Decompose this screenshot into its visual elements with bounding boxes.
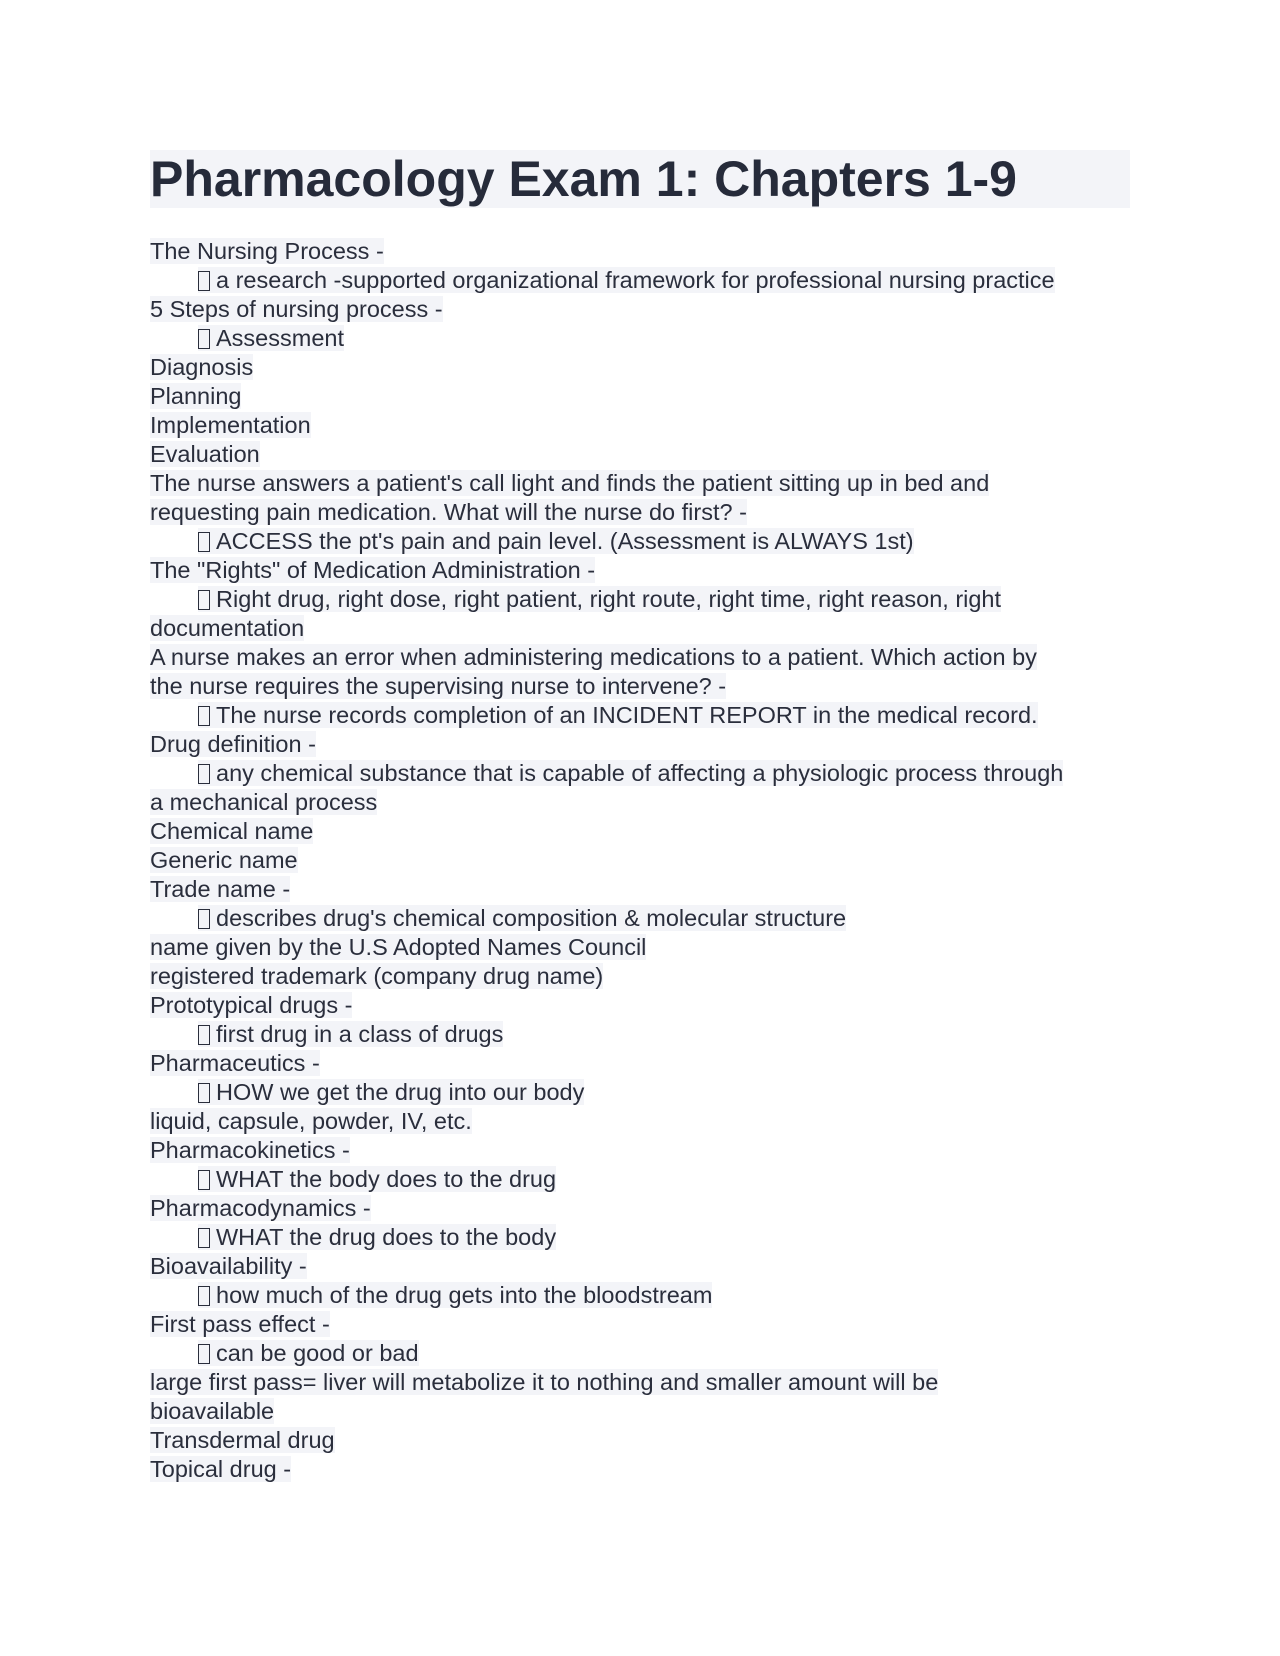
line-content: A nurse makes an error when administering medications to a patient. Which action by xyxy=(150,644,1037,670)
line-text xyxy=(150,847,298,873)
text-line xyxy=(150,991,1130,1020)
answer-line xyxy=(150,904,1130,933)
text-line xyxy=(150,1107,1130,1136)
line-content: Trade name - xyxy=(150,876,291,902)
answer-line xyxy=(150,266,1130,295)
line-content: can be good or bad xyxy=(216,1340,419,1366)
line-content: first drug in a class of drugs xyxy=(216,1021,504,1047)
text-line xyxy=(150,933,1130,962)
line-text xyxy=(198,1340,419,1366)
line-content: The "Rights" of Medication Administration - xyxy=(150,557,596,583)
text-line xyxy=(150,614,1130,643)
line-content: Prototypical drugs - xyxy=(150,992,353,1018)
line-text xyxy=(150,673,726,699)
line-content: WHAT the body does to the drug xyxy=(216,1166,557,1192)
text-line xyxy=(150,817,1130,846)
line-text xyxy=(198,702,1038,728)
text-line xyxy=(150,1368,1130,1397)
line-text xyxy=(150,1108,472,1134)
text-line xyxy=(150,440,1130,469)
line-text xyxy=(150,1311,330,1337)
line-text xyxy=(150,1253,307,1279)
text-line xyxy=(150,411,1130,440)
line-content: Pharmaceutics - xyxy=(150,1050,320,1076)
text-line xyxy=(150,295,1130,324)
line-text xyxy=(198,1282,712,1308)
text-line xyxy=(150,643,1130,672)
text-line xyxy=(150,1136,1130,1165)
line-text xyxy=(150,441,260,467)
line-content: bioavailable xyxy=(150,1398,275,1424)
line-text xyxy=(198,528,914,554)
line-text xyxy=(150,383,241,409)
line-content: The nurse records completion of an INCIDENT REPORT in the medical record. xyxy=(216,702,1038,728)
answer-line xyxy=(150,1223,1130,1252)
line-text xyxy=(150,1369,938,1395)
line-content: a research -supported organizational framework for professional nursing practice xyxy=(216,267,1055,293)
answer-line xyxy=(150,759,1130,788)
text-line xyxy=(150,1397,1130,1426)
line-text xyxy=(198,267,1055,293)
text-line xyxy=(150,846,1130,875)
line-text xyxy=(150,615,304,641)
bullet-box-icon xyxy=(198,1025,210,1045)
bullet-box-icon xyxy=(198,764,210,784)
answer-line xyxy=(150,585,1130,614)
line-text xyxy=(150,1427,335,1453)
answer-line xyxy=(150,1165,1130,1194)
document-body xyxy=(150,237,1130,1484)
line-text xyxy=(150,470,989,496)
line-text xyxy=(150,992,352,1018)
line-content: ACCESS the pt's pain and pain level. (Assessment is ALWAYS 1st) xyxy=(216,528,914,554)
line-text xyxy=(198,1166,556,1192)
line-content: Chemical name xyxy=(150,818,314,844)
line-text xyxy=(150,644,1037,670)
text-line xyxy=(150,962,1130,991)
bullet-box-icon xyxy=(198,1083,210,1103)
line-text xyxy=(198,325,344,351)
document-page xyxy=(150,150,1130,1484)
line-text xyxy=(150,499,747,525)
line-text xyxy=(150,789,377,815)
line-text xyxy=(150,296,443,322)
bullet-box-icon xyxy=(198,329,210,349)
line-content: Diagnosis xyxy=(150,354,254,380)
text-line xyxy=(150,556,1130,585)
answer-line xyxy=(150,527,1130,556)
answer-line xyxy=(150,1078,1130,1107)
bullet-box-icon xyxy=(198,909,210,929)
line-text xyxy=(150,412,311,438)
line-text xyxy=(150,238,384,264)
bullet-box-icon xyxy=(198,1228,210,1248)
bullet-box-icon xyxy=(198,532,210,552)
page-title: Pharmacology Exam 1: Chapters 1-9 xyxy=(150,150,1130,208)
line-content: Assessment xyxy=(216,325,344,351)
line-content: Transdermal drug xyxy=(150,1427,335,1453)
line-content: the nurse requires the supervising nurse to intervene? - xyxy=(150,673,727,699)
line-content: Planning xyxy=(150,383,242,409)
line-text xyxy=(198,586,1001,612)
line-content: Bioavailability - xyxy=(150,1253,307,1279)
text-line xyxy=(150,237,1130,266)
line-content: First pass effect - xyxy=(150,1311,330,1337)
line-text xyxy=(150,1137,350,1163)
line-content: Pharmacokinetics - xyxy=(150,1137,350,1163)
line-text xyxy=(150,1050,320,1076)
line-content: large first pass= liver will metabolize it to nothing and smaller amount will be xyxy=(150,1369,939,1395)
line-content: Pharmacodynamics - xyxy=(150,1195,371,1221)
line-text xyxy=(150,1398,274,1424)
line-content: describes drug's chemical composition & molecular structure xyxy=(216,905,847,931)
bullet-box-icon xyxy=(198,706,210,726)
text-line xyxy=(150,1252,1130,1281)
answer-line xyxy=(150,701,1130,730)
line-content: HOW we get the drug into our body xyxy=(216,1079,585,1105)
line-content: registered trademark (company drug name) xyxy=(150,963,604,989)
answer-line xyxy=(150,1339,1130,1368)
line-text xyxy=(198,1079,584,1105)
text-line xyxy=(150,1426,1130,1455)
line-text xyxy=(150,354,253,380)
line-content: Right drug, right dose, right patient, right route, right time, right reason, right xyxy=(216,586,1002,612)
text-line xyxy=(150,1194,1130,1223)
text-line xyxy=(150,382,1130,411)
line-content: documentation xyxy=(150,615,305,641)
answer-line xyxy=(150,1020,1130,1049)
bullet-box-icon xyxy=(198,1344,210,1364)
line-content: any chemical substance that is capable of affecting a physiologic process through xyxy=(216,760,1064,786)
text-line xyxy=(150,469,1130,498)
line-text xyxy=(198,1021,503,1047)
line-content: liquid, capsule, powder, IV, etc. xyxy=(150,1108,472,1134)
line-content: Topical drug - xyxy=(150,1456,292,1482)
bullet-box-icon xyxy=(198,1170,210,1190)
line-text xyxy=(198,1224,556,1250)
bullet-box-icon xyxy=(198,271,210,291)
line-content: Drug definition - xyxy=(150,731,316,757)
text-line xyxy=(150,1455,1130,1484)
line-text xyxy=(198,760,1063,786)
text-line xyxy=(150,353,1130,382)
text-line xyxy=(150,788,1130,817)
line-text xyxy=(198,905,846,931)
line-content: how much of the drug gets into the bloodstream xyxy=(216,1282,713,1308)
text-line xyxy=(150,875,1130,904)
line-text xyxy=(150,1195,371,1221)
line-content: requesting pain medication. What will the nurse do first? - xyxy=(150,499,747,525)
text-line xyxy=(150,672,1130,701)
line-text xyxy=(150,934,646,960)
line-text xyxy=(150,557,595,583)
line-text xyxy=(150,1456,291,1482)
answer-line xyxy=(150,324,1130,353)
line-text xyxy=(150,876,290,902)
line-content: WHAT the drug does to the body xyxy=(216,1224,557,1250)
line-content: Implementation xyxy=(150,412,311,438)
bullet-box-icon xyxy=(198,1286,210,1306)
line-text xyxy=(150,963,603,989)
answer-line xyxy=(150,1281,1130,1310)
line-text xyxy=(150,818,313,844)
line-content: 5 Steps of nursing process - xyxy=(150,296,443,322)
text-line xyxy=(150,1049,1130,1078)
line-content: name given by the U.S Adopted Names Council xyxy=(150,934,647,960)
line-content: The nurse answers a patient's call light and finds the patient sitting up in bed and xyxy=(150,470,990,496)
bullet-box-icon xyxy=(198,590,210,610)
text-line xyxy=(150,730,1130,759)
line-content: The Nursing Process - xyxy=(150,238,384,264)
line-content: Generic name xyxy=(150,847,298,873)
line-text xyxy=(150,731,316,757)
line-content: a mechanical process xyxy=(150,789,378,815)
text-line xyxy=(150,498,1130,527)
text-line xyxy=(150,1310,1130,1339)
line-content: Evaluation xyxy=(150,441,260,467)
